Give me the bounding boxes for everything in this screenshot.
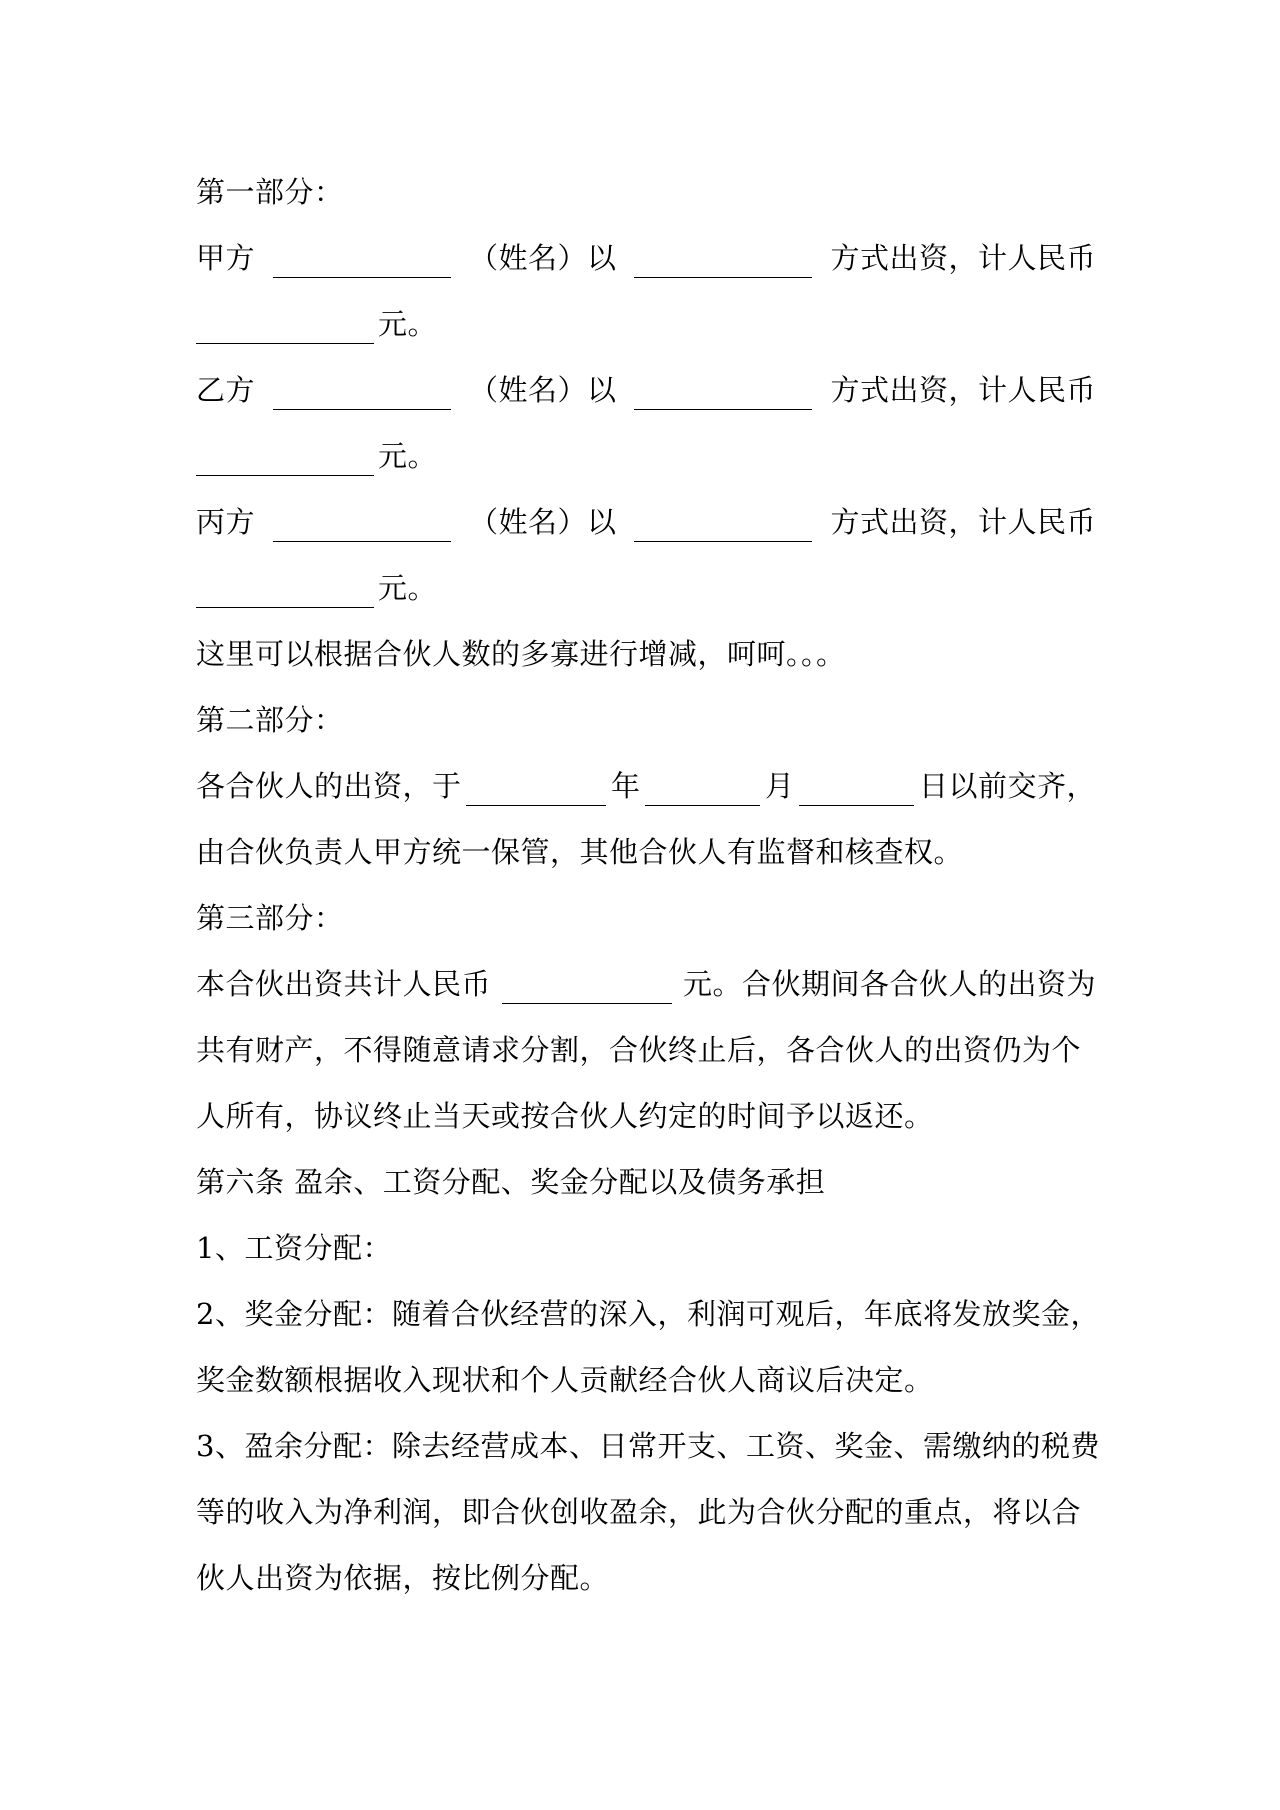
party-b-amount-line (196, 436, 1096, 476)
party-a-amount-line (196, 304, 1096, 344)
party-b-line (196, 370, 1096, 410)
part3-prefix: 本合伙出资共计人民币 (196, 967, 492, 1001)
year-blank[interactable] (466, 775, 606, 806)
part2-line2: 由合伙负责人甲方统一保管，其他合伙人有监督和核查权。 (196, 835, 964, 869)
total-amount-blank[interactable] (502, 973, 672, 1004)
party-c-line (196, 502, 1096, 542)
party-c-amount-blank[interactable] (196, 577, 374, 608)
party-b-name-blank[interactable] (273, 379, 451, 410)
year-label: 年 (610, 769, 641, 803)
article6-item2-line1: 2、奖金分配：随着合伙经营的深入，利润可观后，年底将发放奖金， (196, 1297, 1100, 1331)
part3-total-line (196, 964, 1096, 1004)
day-suffix: 日以前交齐， (918, 769, 1096, 803)
party-c-method-label: 方式出资，计人民币 (830, 505, 1096, 539)
party-a-unit: 元。 (378, 307, 438, 341)
part1-heading: 第一部分： (196, 175, 344, 209)
article6-item3-line2: 等的收入为净利润，即合伙创收盈余，此为合伙分配的重点，将以合 (196, 1495, 1082, 1529)
party-b-name-label: （姓名）以 (468, 373, 617, 407)
month-blank[interactable] (645, 775, 760, 806)
article6-item3-line1: 3、盈余分配：除去经营成本、日常开支、工资、奖金、需缴纳的税费 (196, 1429, 1100, 1463)
month-label: 月 (764, 769, 795, 803)
party-a-amount-blank[interactable] (196, 313, 374, 344)
part3-line2: 共有财产，不得随意请求分割，合伙终止后，各合伙人的出资仍为个 (196, 1033, 1082, 1067)
party-c-unit: 元。 (378, 571, 438, 605)
party-c-method-blank[interactable] (634, 511, 812, 542)
day-blank[interactable] (799, 775, 914, 806)
party-b-method-label: 方式出资，计人民币 (830, 373, 1096, 407)
party-c-amount-line (196, 568, 1096, 608)
party-a-name-blank[interactable] (273, 247, 451, 278)
part2-heading: 第二部分： (196, 703, 344, 737)
party-a-method-blank[interactable] (634, 247, 812, 278)
part2-prefix: 各合伙人的出资，于 (196, 769, 462, 803)
article6-item1: 1、工资分配： (196, 1231, 392, 1265)
party-c-label: 丙方 (196, 505, 256, 539)
part3-suffix: 元。合伙期间各合伙人的出资为 (682, 967, 1096, 1001)
party-a-method-label: 方式出资，计人民币 (830, 241, 1096, 275)
party-b-method-blank[interactable] (634, 379, 812, 410)
party-a-label: 甲方 (196, 241, 256, 275)
part3-heading: 第三部分： (196, 901, 344, 935)
party-c-name-label: （姓名）以 (468, 505, 617, 539)
part2-date-line (196, 766, 1096, 806)
party-a-line (196, 238, 1096, 278)
article6-item3-line3: 伙人出资为依据，按比例分配。 (196, 1561, 610, 1595)
article6-title: 第六条 盈余、工资分配、奖金分配以及债务承担 (196, 1165, 826, 1199)
party-b-label: 乙方 (196, 373, 256, 407)
party-b-amount-blank[interactable] (196, 445, 374, 476)
party-b-unit: 元。 (378, 439, 438, 473)
party-c-name-blank[interactable] (273, 511, 451, 542)
part3-line3: 人所有，协议终止当天或按合伙人约定的时间予以返还。 (196, 1099, 934, 1133)
part1-note: 这里可以根据合伙人数的多寡进行增减，呵呵。。。 (196, 637, 846, 671)
party-a-name-label: （姓名）以 (468, 241, 617, 275)
article6-item2-line2: 奖金数额根据收入现状和个人贡献经合伙人商议后决定。 (196, 1363, 934, 1397)
